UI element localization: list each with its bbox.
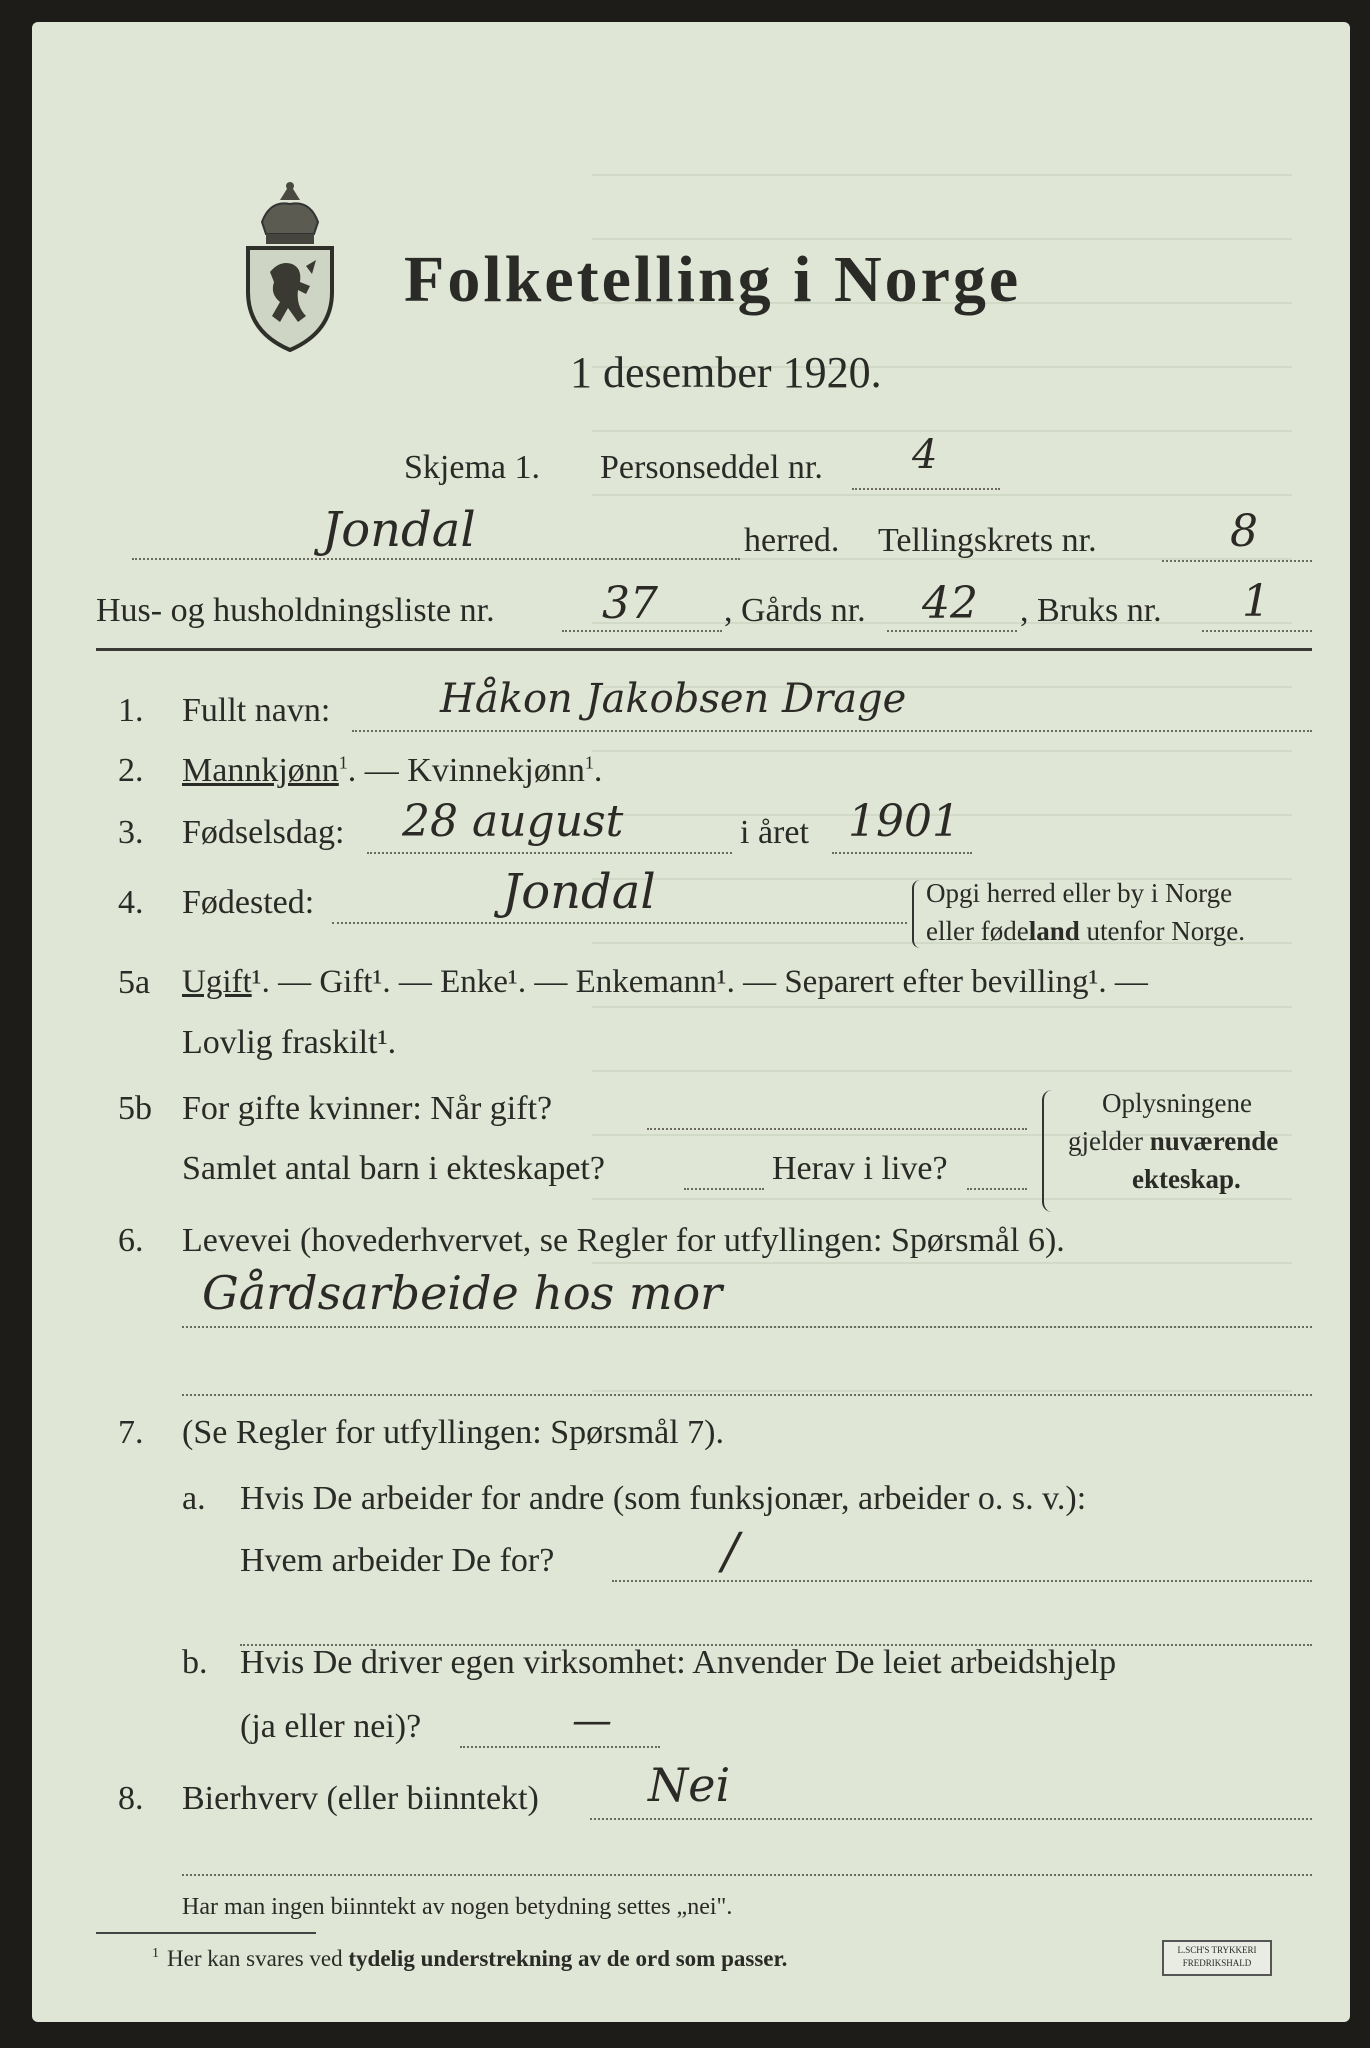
q7-label: (Se Regler for utfyllingen: Spørsmål 7). (182, 1414, 725, 1451)
herred-value: Jondal (322, 502, 476, 558)
q3-label: Fødselsdag: (182, 814, 345, 851)
q5b-alive-label: Herav i live? (772, 1150, 948, 1187)
q5b-number: 5b (118, 1090, 152, 1127)
tellingskrets-label: Tellingskrets nr. (878, 522, 1097, 559)
husholdning-line (562, 630, 722, 632)
q1-line (352, 730, 1312, 732)
marital-status-options (182, 964, 1148, 1001)
tellingskrets-line (1162, 560, 1312, 562)
gender-female-sup: 1 (584, 752, 594, 773)
gards-line (887, 630, 1017, 632)
bruks-value: 1 (1242, 576, 1270, 627)
q4-number: 4. (118, 884, 144, 921)
q1-number: 1. (118, 692, 144, 729)
q4-note-line2: eller fødeland utenfor Norge. (926, 916, 1245, 946)
q8-number: 8. (118, 1780, 144, 1817)
q8-label: Bierhverv (eller biinntekt) (182, 1780, 539, 1817)
tellingskrets-value: 8 (1230, 506, 1258, 557)
q7a-sub: Hvem arbeider De for? (240, 1542, 555, 1579)
form-title: Folketelling i Norge (404, 243, 1022, 316)
q5b-married-line (647, 1128, 1027, 1130)
q8-line2 (182, 1874, 1312, 1876)
q4-note-line1: Opgi herred eller by i Norge (926, 878, 1233, 908)
gender-options (182, 752, 602, 790)
q7a-label: Hvis De arbeider for andre (som funksjonær, arbeider o. s. v.): (240, 1480, 1087, 1517)
norwegian-lion-coat-of-arms-icon (240, 182, 340, 352)
q7a-value: / (722, 1522, 739, 1580)
q6-number: 6. (118, 1222, 144, 1259)
income-note: Har man ingen biinntekt av nogen betydning settes „nei". (182, 1894, 733, 1920)
herred-label: herred. (744, 522, 840, 559)
gards-label: , Gårds nr. (724, 592, 866, 629)
q4-brace (912, 880, 922, 948)
q5b-brace (1042, 1090, 1052, 1212)
q5b-note2: gjelder nuværende (1068, 1126, 1279, 1156)
census-date: 1 desember 1920. (570, 348, 882, 397)
q5b-line1: For gifte kvinner: Når gift? (182, 1090, 553, 1127)
footnote: $^1$ Her kan svares ved tydelig understrekning av de ord som passer. (152, 1946, 788, 1971)
herred-line (132, 558, 740, 560)
schema-label: Skjema 1. (404, 449, 540, 486)
q5b-children-line (684, 1188, 764, 1190)
q7b-value: — (572, 1698, 612, 1744)
personseddel-value: 4 (912, 432, 938, 478)
q7b-letter: b. (182, 1644, 208, 1681)
q3-date-line (367, 852, 732, 854)
birth-date-value: 28 august (402, 796, 624, 847)
gender-rest: . — Kvinnekjønn (347, 752, 585, 789)
q5a-number: 5a (118, 964, 151, 1001)
q5b-alive-line (967, 1188, 1027, 1190)
q7a-letter: a. (182, 1480, 206, 1517)
birth-year-value: 1901 (848, 796, 960, 847)
side-income-value: Nei (648, 1758, 731, 1812)
printer-stamp: L.SCH'S TRYKKERI FREDRIKSHALD (1162, 1940, 1272, 1976)
personseddel-label: Personseddel nr. (600, 449, 823, 486)
gender-end: . (593, 752, 603, 789)
marital-unmarried: Ugift (182, 964, 252, 1000)
footnote-divider (96, 1932, 316, 1934)
bruks-label: , Bruks nr. (1020, 592, 1162, 629)
occupation-value: Gårdsarbeide hos mor (202, 1266, 723, 1320)
birthplace-value: Jondal (502, 864, 656, 920)
census-form-sheet (32, 22, 1350, 2022)
q1-label: Fullt navn: (182, 692, 331, 729)
q5b-note1: Oplysningene (1102, 1088, 1252, 1118)
q7b-sub: (ja eller nei)? (240, 1708, 422, 1745)
q7-number: 7. (118, 1414, 144, 1451)
marital-rest: ¹. — Gift¹. — Enke¹. — Enkemann¹. — Separert efter bevilling¹. — (251, 964, 1148, 1000)
full-name-value: Håkon Jakobsen Drage (440, 676, 907, 722)
q2-number: 2. (118, 752, 144, 789)
q3-number: 3. (118, 814, 144, 851)
q3-year-label: i året (740, 814, 809, 851)
bruks-line (1202, 630, 1312, 632)
personseddel-line (852, 488, 1000, 490)
q3-year-line (832, 852, 972, 854)
q4-line (332, 922, 907, 924)
gender-male-sup: 1 (338, 752, 348, 773)
header-divider (96, 648, 1312, 651)
gender-male: Mannkjønn (182, 752, 339, 789)
q7a-line1 (612, 1580, 1312, 1582)
q4-label: Fødested: (182, 884, 315, 921)
q6-line1 (182, 1326, 1312, 1328)
marital-status-line2: Lovlig fraskilt¹. (182, 1024, 397, 1061)
q7b-line (460, 1746, 660, 1748)
gards-value: 42 (922, 578, 978, 629)
q5b-children-label: Samlet antal barn i ekteskapet? (182, 1150, 605, 1187)
q7b-label: Hvis De driver egen virksomhet: Anvender De leiet arbeidshjelp (240, 1644, 1117, 1681)
husholdning-value: 37 (602, 578, 658, 629)
q5b-note3: ekteskap. (1132, 1164, 1241, 1194)
q8-line1 (590, 1818, 1312, 1820)
q6-label: Levevei (hovederhvervet, se Regler for utfyllingen: Spørsmål 6). (182, 1222, 1065, 1259)
husholdning-label: Hus- og husholdningsliste nr. (96, 592, 495, 629)
q6-line2 (182, 1394, 1312, 1396)
